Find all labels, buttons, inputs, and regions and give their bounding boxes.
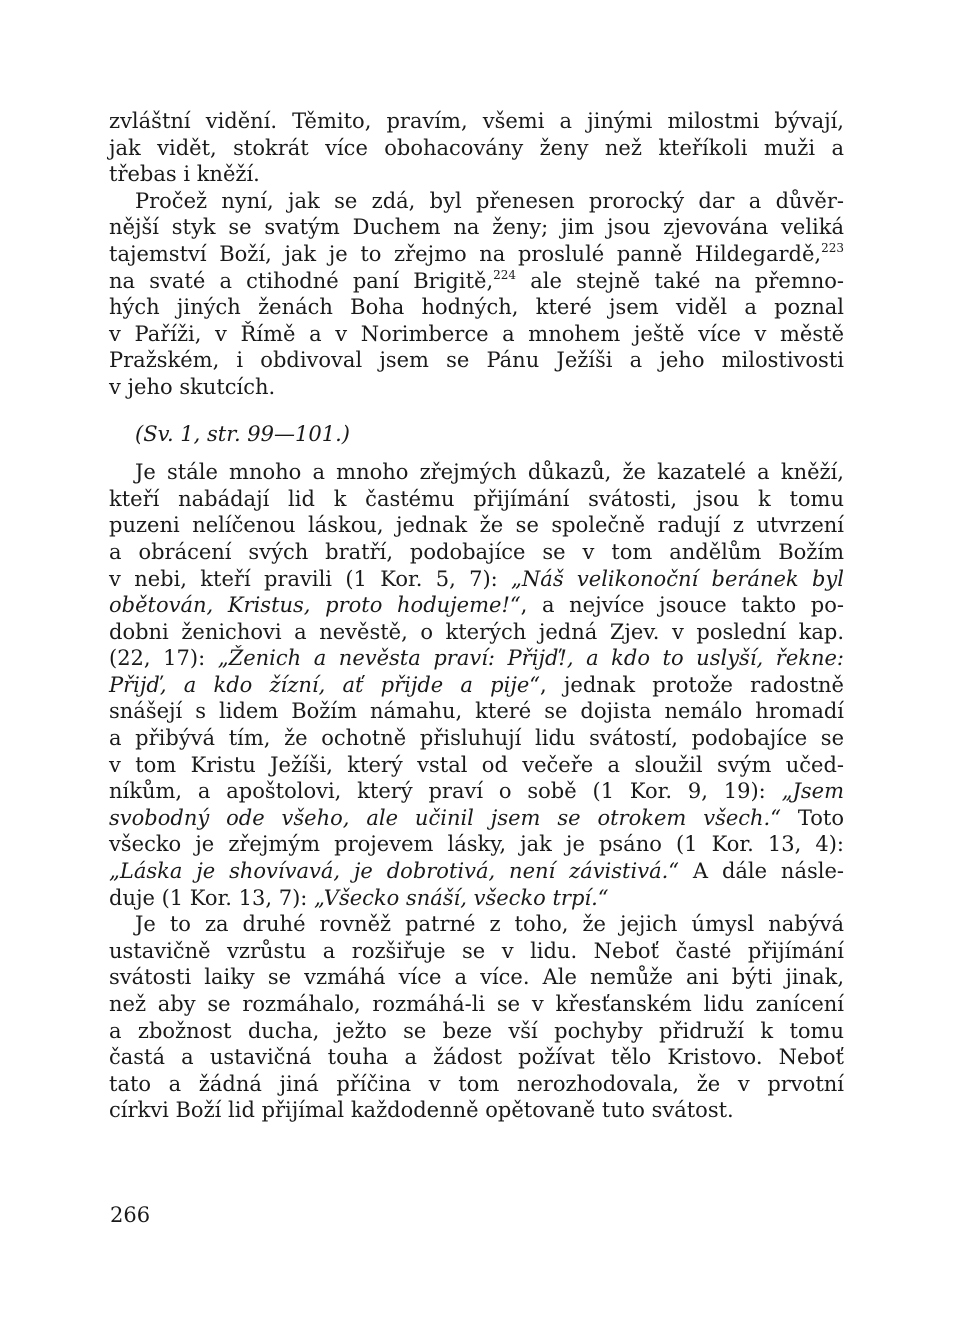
- paragraph-1: [109, 108, 844, 188]
- text-line: [109, 805, 844, 832]
- text-line: hých jiných ženách Boha hodných, které jsem viděl a poznal: [109, 295, 844, 320]
- quote-text: „Jsem: [781, 779, 844, 804]
- text-segment: , jednak protože radostně: [540, 672, 844, 697]
- footnote-ref-224: 224: [493, 267, 517, 282]
- footnote-ref-223: 223: [821, 240, 844, 255]
- text-segment: níkům, a apoštolovi, který praví o sobě (1 Kor. 9, 19):: [109, 779, 782, 804]
- text-line: ustavičně vzrůstu a rozšiřuje se v lidu. Neboť časté přijímání: [109, 938, 844, 963]
- text-line: a přibývá tím, že ochotně přisluhují lidu svátostí, podobajíce se: [109, 726, 844, 751]
- text-line: třebas i kněží.: [109, 162, 260, 187]
- text-line: Pročež nyní, jak se zdá, byl přenesen prorocký dar a důvěr-: [135, 188, 844, 213]
- text-line: [109, 672, 844, 699]
- quote-text: „Všecko snáší, všecko trpí.“: [314, 885, 609, 910]
- text-line: jak vidět, stokrát více obohacovány ženy než kteříkoli muži a: [109, 135, 844, 160]
- text-line: a zbožnost ducha, ježto se beze vší pochyby přidruží k tomu: [109, 1018, 844, 1043]
- quote-text: svobodný ode všeho, ale učinil jsem se otrokem všech.“: [109, 805, 781, 830]
- text-segment: v nebi, kteří pravili (1 Kor. 5, 7):: [109, 566, 512, 591]
- text-line: dobni ženichovi a nevěstě, o kterých jedná Zjev. v poslední kap.: [109, 619, 844, 644]
- text-line: církvi Boží lid přijímal každodenně opětovaně tuto svátost.: [109, 1098, 734, 1123]
- text-segment: tajemství Boží, jak je to zřejmo na proslulé panně Hildegardě,: [109, 241, 822, 266]
- text-line: [109, 645, 844, 672]
- quote-text: Přijď, a kdo žízní, ať přijde a pije“: [109, 672, 540, 697]
- text-line: [109, 268, 844, 295]
- text-line: častá a ustavičná touha a žádost požívat tělo Kristovo. Neboť: [109, 1045, 844, 1070]
- text-segment: ale stejně také na přemno-: [516, 268, 844, 293]
- text-line: tato a žádná jiná příčina v tom nerozhodovala, že v prvotní: [109, 1071, 844, 1096]
- quote-text: „Láska je shovívavá, je dobrotivá, není závistivá.“: [109, 859, 680, 884]
- text-line: všecko je zřejmým projevem lásky, jak je psáno (1 Kor. 13, 4):: [109, 832, 844, 857]
- text-segment: Toto: [780, 805, 844, 830]
- text-line: snášejí s lidem Božím námahu, které se dojista nemálo hromadí: [109, 699, 844, 724]
- text-line: puzeni nelíčenou láskou, jednak že se společně radují z utvrzení: [109, 513, 844, 538]
- text-line: [109, 241, 844, 268]
- text-line: kteří nabádají lid k častému přijímání svátosti, jsou k tomu: [109, 486, 844, 511]
- quote-text: „Ženich a nevěsta praví: Přijď!, a kdo to uslyší, řekne:: [217, 646, 845, 671]
- text-line: [109, 592, 844, 619]
- page-body: [109, 108, 844, 1124]
- quote-text: „Náš velikonoční beránek byl: [511, 566, 844, 591]
- text-segment: A dále násle-: [679, 859, 844, 884]
- text-line: zvláštní vidění. Těmito, pravím, všemi a jinými milostmi bývají,: [109, 109, 844, 133]
- paragraph-2: [109, 188, 844, 401]
- text-line: v Paříži, v Římě a v Norimberce a mnohem ještě více v městě: [109, 321, 844, 346]
- quote-text: obětován, Kristus, proto hodujeme!“: [109, 593, 521, 618]
- paragraph-4: [109, 911, 844, 1124]
- text-line: [109, 858, 844, 885]
- text-line: [109, 885, 844, 912]
- text-line: Je stále mnoho a mnoho zřejmých důkazů, že kazatelé a kněží,: [135, 460, 844, 485]
- text-line: [109, 566, 844, 593]
- page-number: 266: [110, 1203, 151, 1227]
- text-segment: (22, 17):: [109, 646, 218, 671]
- text-segment: , a nejvíce jsouce takto po-: [520, 593, 844, 618]
- text-line: než aby se rozmáhalo, rozmáhá-li se v křesťanském lidu zanícení: [109, 992, 844, 1016]
- text-line: v tom Kristu Ježíši, který vstal od večeře a sloužil svým učed-: [109, 752, 844, 777]
- text-line: v jeho skutcích.: [109, 374, 276, 399]
- text-segment: duje (1 Kor. 13, 7):: [109, 885, 315, 910]
- text-line: Je to za druhé rovněž patrné z toho, že jejich úmysl nabývá: [135, 912, 844, 937]
- text-line: svátosti laiky se vzmáhá více a více. Ale nemůže ani býti jinak,: [109, 965, 844, 990]
- text-line: [109, 778, 844, 805]
- text-line: a obrácení svých bratří, podobajíce se v tom andělům Božím: [109, 539, 844, 564]
- text-segment: na svaté a ctihodné paní Brigitě,: [109, 268, 494, 293]
- text-line: nější styk se svatým Duchem na ženy; jim jsou zjevována veliká: [109, 215, 844, 240]
- paragraph-3: [109, 459, 844, 911]
- text-line: Pražském, i obdivoval jsem se Pánu Ježíši a jeho milostivosti: [109, 348, 844, 373]
- source-citation: (Sv. 1, str. 99—101.): [135, 421, 350, 446]
